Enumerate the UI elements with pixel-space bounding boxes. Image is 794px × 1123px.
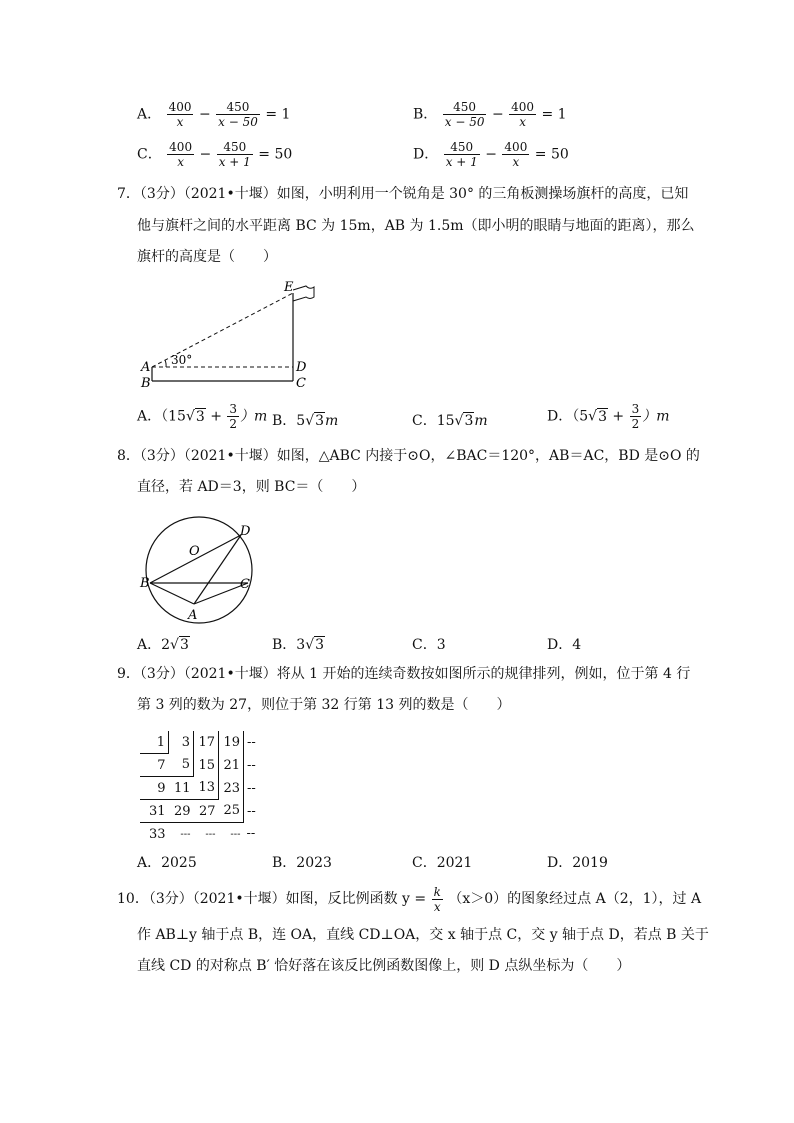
q8-option-b[interactable]: B．3√3	[272, 637, 325, 653]
grid-cell: 23	[219, 777, 244, 800]
grid-cell: --	[246, 826, 256, 842]
fraction: $\frac{400}{x}$	[169, 140, 193, 169]
fraction: $\frac{400}{x}$	[168, 100, 192, 129]
q7-option-c[interactable]: C．15√3m	[412, 413, 488, 429]
q6-option-b[interactable]	[413, 100, 567, 129]
label-c: C	[240, 577, 250, 592]
circle-o	[146, 517, 252, 623]
option-label: D．	[413, 146, 439, 163]
option-label: B．3	[272, 637, 306, 653]
equation-rhs: = 1	[541, 106, 567, 123]
q9-option-a[interactable]: A．2025	[137, 855, 197, 871]
unit: ）m	[642, 408, 670, 425]
grid-cell: 19	[219, 731, 244, 754]
q8-stem-line1: 8．（3分）（2021•十堰）如图，△ABC 内接于⊙O，∠BAC＝120°，AB＝AC，BD 是⊙O 的	[117, 448, 700, 464]
q8-option-a[interactable]: A．2√3	[137, 637, 189, 653]
q8-option-c[interactable]: C．3	[412, 637, 446, 653]
q8-stem-line2: 直径，若 AD＝3，则 BC＝（ ）	[137, 479, 366, 495]
radicand: 3	[195, 408, 205, 425]
fraction: $\frac{3}{2}$	[631, 402, 640, 431]
grid-cell: 13	[194, 777, 219, 800]
operator: −	[485, 146, 497, 163]
option-label: C．15	[412, 413, 455, 429]
equation-rhs: = 1	[265, 106, 291, 123]
label-d: D	[240, 524, 251, 539]
grid-cell: 17	[194, 731, 219, 754]
radicand: 3	[315, 637, 325, 653]
q7-option-a[interactable]: A．（15√3 + $\frac{3}{2}$ ）m	[137, 402, 268, 431]
table-row	[140, 754, 259, 777]
grid-cell: 15	[194, 754, 219, 777]
equation-rhs: = 50	[534, 146, 569, 163]
q9-option-b[interactable]: B．2023	[272, 855, 332, 871]
grid-cell: 29	[169, 800, 194, 823]
flag-icon	[293, 286, 314, 301]
label-e: E	[284, 280, 294, 295]
option-label: D．（5	[547, 408, 589, 425]
grid-cell: 31	[140, 800, 169, 823]
q7-stem-line1: 7．（3分）（2021•十堰）如图，小明利用一个锐角是 30° 的三角板测操场旗杆的高度，已知	[117, 186, 689, 202]
operator: −	[198, 106, 211, 123]
unit: ）m	[240, 408, 268, 425]
option-label: A．2	[137, 637, 171, 653]
radicand: 3	[179, 637, 189, 653]
option-label: A．（15	[137, 408, 186, 425]
operator: −	[199, 146, 212, 163]
label-o: O	[189, 544, 200, 559]
q9-stem-line2: 第 3 列的数为 27，则位于第 32 行第 13 列的数是（ ）	[137, 697, 511, 713]
grid-cell: 25	[219, 800, 244, 823]
grid-cell: 1	[140, 731, 169, 754]
q8-option-d[interactable]: D．4	[547, 637, 582, 653]
angle-arc	[165, 360, 166, 367]
fraction: $\frac{450}{x + 1}$	[445, 140, 478, 169]
fraction: $\frac{400}{x}$	[511, 100, 535, 129]
q8-circle-figure	[136, 515, 266, 625]
q7-flagpole-figure	[138, 275, 328, 395]
label-b: B	[140, 576, 150, 591]
fraction: $\frac{450}{x - 50}$	[444, 100, 485, 129]
operator: +	[607, 408, 629, 425]
operator: −	[491, 106, 504, 123]
q6-option-d[interactable]	[413, 140, 569, 169]
label-d: D	[296, 360, 307, 375]
stem-text: （x＞0）的图象经过点 A（2，1），过 A	[448, 891, 702, 907]
grid-cell: 3	[169, 731, 194, 754]
q10-stem-line2: 作 AB⊥y 轴于点 B，连 OA，直线 CD⊥OA，交 x 轴于点 C，交 y 轴于点 D，若点 B 关于	[137, 927, 709, 943]
fraction: $\frac{k}{x}$	[433, 884, 441, 914]
q9-number-grid	[140, 731, 259, 845]
grid-cell: 21	[219, 754, 244, 777]
label-c: C	[296, 376, 306, 391]
grid-cell: 27	[194, 800, 219, 823]
label-a: A	[188, 608, 198, 623]
stem-text: 10．（3分）（2021•十堰）如图，反比例函数 y =	[117, 891, 427, 907]
radicand: 3	[598, 408, 607, 425]
grid-cell: --	[247, 780, 256, 796]
q10-stem-line3: 直线 CD 的对称点 B′ 恰好落在该反比例函数图像上，则 D 点纵坐标为（ ）	[137, 958, 631, 974]
table-row	[140, 800, 259, 823]
table-row	[140, 777, 259, 800]
q7-stem-line2: 他与旗杆之间的水平距离 BC 为 15m，AB 为 1.5m（即小明的眼睛与地面的距离），那么	[137, 218, 695, 234]
radicand: 3	[464, 413, 474, 429]
radicand: 3	[315, 413, 325, 429]
fraction: $\frac{450}{x + 1}$	[218, 140, 251, 169]
table-row	[140, 823, 259, 846]
grid-cell: ---	[180, 828, 191, 840]
option-label: A．	[137, 106, 162, 123]
grid-cell: ---	[205, 828, 216, 840]
option-label: C．	[137, 146, 162, 163]
option-label: B．5	[272, 413, 306, 429]
grid-cell: --	[247, 803, 256, 819]
fraction: $\frac{450}{x - 50}$	[218, 100, 258, 129]
fraction: $\frac{400}{x}$	[504, 140, 528, 169]
grid-cell: 11	[169, 777, 194, 800]
q7-option-d[interactable]: D．（5√3 + $\frac{3}{2}$ ）m	[547, 402, 670, 431]
table-row	[140, 731, 259, 754]
q7-option-b[interactable]: B．5√3m	[272, 413, 339, 429]
equation-rhs: = 50	[258, 146, 293, 163]
q9-option-c[interactable]: C．2021	[412, 855, 473, 871]
unit: m	[474, 413, 488, 429]
label-angle: 30°	[171, 353, 193, 367]
chord-ad	[194, 535, 241, 604]
q7-stem-line3: 旗杆的高度是（ ）	[137, 249, 277, 265]
label-a: A	[141, 360, 151, 375]
operator: +	[205, 408, 227, 425]
grid-cell: 33	[148, 826, 166, 842]
q6-option-a[interactable]	[137, 100, 290, 129]
grid-cell: --	[247, 734, 256, 750]
label-b: B	[141, 376, 151, 391]
grid-cell: 5	[169, 754, 194, 777]
q9-stem-line1: 9．（3分）（2021•十堰）将从 1 开始的连续奇数按如图所示的规律排列，例如，位于第 4 行	[117, 666, 691, 682]
grid-cell: 9	[140, 777, 169, 800]
grid-cell: --	[247, 757, 256, 773]
odd-number-table	[140, 731, 259, 845]
q6-option-c[interactable]	[137, 140, 292, 169]
unit: m	[325, 413, 339, 429]
option-label: B．	[413, 106, 438, 123]
fraction: $\frac{3}{2}$	[229, 402, 238, 431]
diameter-bd	[150, 535, 241, 583]
q9-option-d[interactable]: D．2019	[547, 855, 608, 871]
grid-cell: 7	[140, 754, 169, 777]
grid-cell: ---	[230, 828, 241, 840]
q10-stem-line1	[117, 884, 701, 914]
